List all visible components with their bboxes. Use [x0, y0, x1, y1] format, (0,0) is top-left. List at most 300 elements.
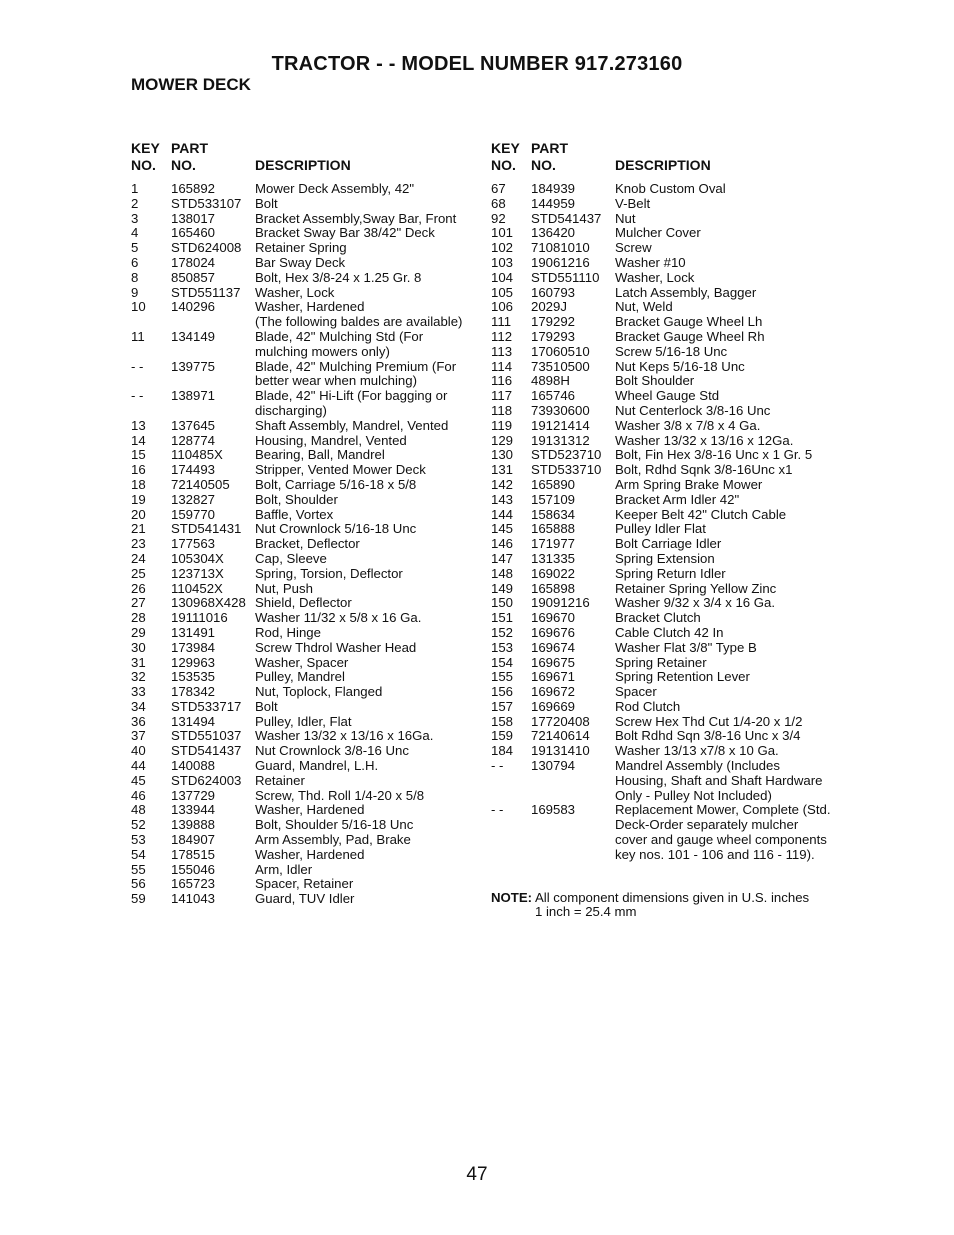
key-no: 23 [131, 536, 146, 552]
header-part: PART [171, 140, 209, 156]
key-no: 54 [131, 846, 146, 862]
part-no: 73930600 [531, 402, 590, 418]
description: Washer Flat 3/8" Type B [615, 639, 757, 655]
key-no: 19 [131, 491, 146, 507]
part-no: 140088 [171, 758, 216, 774]
header-part: PART [531, 140, 569, 156]
key-no: 102 [491, 240, 514, 256]
header-key-no: NO. [491, 157, 516, 173]
key-no: 52 [131, 817, 146, 833]
table-row [491, 685, 831, 700]
part-no: 158634 [531, 506, 576, 522]
part-no: 850857 [171, 269, 216, 285]
description: Bolt, Carriage 5/16-18 x 5/8 [255, 476, 417, 492]
part-no: STD551110 [531, 269, 600, 285]
table-row [491, 582, 831, 597]
key-no: 26 [131, 580, 146, 596]
key-no: 153 [491, 639, 514, 655]
part-no: 128774 [171, 432, 216, 448]
key-no: 118 [491, 402, 513, 418]
key-no: 152 [491, 624, 514, 640]
description: Bracket Sway Bar 38/42" Deck [255, 225, 435, 241]
key-no: 59 [131, 891, 146, 907]
part-no: 178515 [171, 846, 216, 862]
description: Shield, Deflector [255, 595, 352, 611]
part-no: 139888 [171, 817, 216, 833]
part-no: 137729 [171, 787, 216, 803]
part-no: 174493 [171, 462, 216, 478]
key-no: 105 [491, 284, 514, 300]
table-row [131, 833, 476, 848]
parts-list-right [491, 140, 831, 920]
description: Spacer, Retainer [255, 876, 354, 892]
description: Mandrel Assembly (Includes Housing, Shaft and Shaft Hardware Only - Pulley Not Included) [615, 758, 823, 803]
key-no: 145 [491, 521, 514, 537]
part-no: 184907 [171, 832, 216, 848]
page-title: TRACTOR - - MODEL NUMBER 917.273160 [271, 53, 683, 75]
description: Bracket Assembly,Sway Bar, Front [255, 210, 457, 226]
header-part-no: NO. [171, 157, 196, 173]
part-no: 17720408 [531, 713, 590, 729]
part-no: 131494 [171, 713, 216, 729]
table-row [491, 744, 831, 759]
part-no: STD533107 [171, 195, 242, 211]
key-no: 158 [491, 713, 514, 729]
table-row [131, 744, 476, 759]
part-no: 153535 [171, 669, 216, 685]
part-no: 110485X [171, 447, 223, 463]
header-part-no: NO. [531, 157, 556, 173]
table-row [131, 729, 476, 744]
description: Washer, Hardened [255, 802, 365, 818]
table-row [131, 256, 476, 271]
key-no: 36 [131, 713, 146, 729]
table-row [131, 463, 476, 478]
part-no: 169674 [531, 639, 576, 655]
description: Screw Thdrol Washer Head [255, 639, 417, 655]
section-title: MOWER DECK [131, 75, 251, 94]
table-row [491, 182, 831, 197]
key-no: 45 [131, 772, 146, 788]
description: Shaft Assembly, Mandrel, Vented [255, 417, 449, 433]
part-no: 169670 [531, 610, 576, 626]
table-row [131, 789, 476, 804]
description: Washer, Hardened [255, 299, 365, 315]
part-no: 177563 [171, 536, 216, 552]
part-no: 169669 [531, 698, 576, 714]
table-row [491, 241, 831, 256]
table-row [491, 345, 831, 360]
table-row [491, 315, 831, 330]
note-conversion: 1 inch = 25.4 mm [535, 904, 637, 920]
description: Spring Retainer [615, 654, 707, 670]
column-headers [131, 140, 476, 176]
key-no: 112 [491, 328, 513, 344]
key-no: 4 [131, 225, 139, 241]
description: Screw 5/16-18 Unc [615, 343, 728, 359]
table-row [491, 567, 831, 582]
table-row [131, 241, 476, 256]
description: Spring Extension [615, 550, 715, 566]
key-no: 25 [131, 565, 146, 581]
table-row [491, 448, 831, 463]
table-row [491, 656, 831, 671]
key-no: 13 [131, 417, 146, 433]
header-description: DESCRIPTION [615, 157, 711, 173]
part-no: STD551137 [171, 284, 241, 300]
description: Bolt, Rdhd Sqnk 3/8-16Unc x1 [615, 462, 793, 478]
part-no: STD541437 [171, 743, 242, 759]
header-key: KEY [131, 140, 160, 156]
key-no: 5 [131, 240, 139, 256]
part-no: 132827 [171, 491, 216, 507]
description: Bolt Carriage Idler [615, 536, 722, 552]
key-no: 21 [131, 521, 146, 537]
key-no: - - [131, 358, 144, 374]
description: Retainer Spring [255, 240, 347, 256]
table-row [491, 493, 831, 508]
table-row [131, 508, 476, 523]
description: Washer, Lock [615, 269, 695, 285]
part-no: 169583 [531, 802, 576, 818]
header-key: KEY [491, 140, 520, 156]
description: Bracket Gauge Wheel Rh [615, 328, 765, 344]
part-no: 138017 [171, 210, 216, 226]
table-row [131, 300, 476, 315]
part-no: 131491 [171, 624, 216, 640]
key-no: 106 [491, 299, 514, 315]
part-no: 136420 [531, 225, 576, 241]
table-row [131, 626, 476, 641]
key-no: 67 [491, 181, 506, 196]
table-row [131, 522, 476, 537]
description: Spacer [615, 684, 657, 700]
description: Blade, 42" Hi-Lift (For bagging or discharging) [255, 388, 448, 418]
key-no: 101 [491, 225, 514, 241]
key-no: 129 [491, 432, 514, 448]
table-row [131, 818, 476, 833]
part-no: 105304X [171, 550, 224, 566]
table-row [491, 374, 831, 389]
part-no: 71081010 [531, 240, 590, 256]
description: Pulley, Idler, Flat [255, 713, 352, 729]
table-row [491, 729, 831, 744]
part-no: 137645 [171, 417, 216, 433]
key-no: 15 [131, 447, 146, 463]
column-headers [491, 140, 831, 176]
note-text: All component dimensions given in U.S. inches [532, 889, 810, 905]
key-no: 131 [491, 462, 514, 478]
description: Housing, Mandrel, Vented [255, 432, 407, 448]
key-no: 31 [131, 654, 146, 670]
part-no: 19061216 [531, 254, 590, 270]
description: Rod Clutch [615, 698, 681, 714]
description: Bracket Arm Idler 42" [615, 491, 740, 507]
key-no: 48 [131, 802, 146, 818]
description: Cap, Sleeve [255, 550, 327, 566]
key-no: 8 [131, 269, 139, 285]
key-no: 46 [131, 787, 146, 803]
key-no: 157 [491, 698, 514, 714]
part-no: STD523710 [531, 447, 602, 463]
description: Washer 3/8 x 7/8 x 4 Ga. [615, 417, 761, 433]
table-row [131, 552, 476, 567]
key-no: 53 [131, 832, 146, 848]
description: V-Belt [615, 195, 651, 211]
key-no: 24 [131, 550, 146, 566]
key-no: 92 [491, 210, 506, 226]
table-row [131, 197, 476, 212]
part-no: 178342 [171, 684, 216, 700]
table-row [491, 212, 831, 227]
part-no: 165898 [531, 580, 576, 596]
table-row [491, 537, 831, 552]
table-row [491, 286, 831, 301]
description: Screw, Thd. Roll 1/4-20 x 5/8 [255, 787, 425, 803]
description: Arm, Idler [255, 861, 313, 877]
part-no: 134149 [171, 328, 216, 344]
description: Nut, Toplock, Flanged [255, 684, 383, 700]
key-no: 56 [131, 876, 146, 892]
description: Nut [615, 210, 636, 226]
key-no: 117 [491, 388, 513, 404]
table-row [491, 300, 831, 315]
key-no: 40 [131, 743, 146, 759]
description: Guard, Mandrel, L.H. [255, 758, 379, 774]
part-no: 2029J [531, 299, 567, 315]
key-no: 144 [491, 506, 514, 522]
table-row [131, 803, 476, 818]
key-no: 111 [491, 314, 512, 330]
description: Mulcher Cover [615, 225, 701, 241]
description: Cable Clutch 42 In [615, 624, 724, 640]
key-no: 119 [491, 417, 513, 433]
table-row [491, 256, 831, 271]
description: Bracket Gauge Wheel Lh [615, 314, 763, 330]
table-row [131, 360, 476, 390]
key-no: 151 [491, 610, 514, 626]
description: Bolt, Shoulder [255, 491, 338, 507]
table-row [491, 434, 831, 449]
table-row [491, 389, 831, 404]
table-row [491, 404, 831, 419]
key-no: 10 [131, 299, 146, 315]
part-no: 179292 [531, 314, 576, 330]
key-no: 2 [131, 195, 139, 211]
part-no: 19121414 [531, 417, 590, 433]
table-row [131, 434, 476, 449]
part-no: 165892 [171, 181, 216, 196]
table-row [491, 611, 831, 626]
part-no: 4898H [531, 373, 570, 389]
part-no: 173984 [171, 639, 216, 655]
table-row [131, 315, 476, 330]
table-row [131, 759, 476, 774]
part-no: STD533710 [531, 462, 602, 478]
page-number: 47 [466, 1164, 488, 1185]
key-no: 184 [491, 743, 514, 759]
part-no: 169671 [531, 669, 576, 685]
description: Wheel Gauge Std [615, 388, 720, 404]
description: (The following baldes are available) [255, 314, 463, 330]
description: Retainer [255, 772, 305, 788]
note-label: NOTE: [491, 889, 533, 905]
table-row [131, 877, 476, 892]
description: Washer #10 [615, 254, 686, 270]
part-no: 133944 [171, 802, 216, 818]
part-no: 131335 [531, 550, 576, 566]
description: Mower Deck Assembly, 42" [255, 181, 415, 196]
description: Washer 9/32 x 3/4 x 16 Ga. [615, 595, 776, 611]
description: Baffle, Vortex [255, 506, 334, 522]
table-row [131, 582, 476, 597]
dimension-note [491, 891, 831, 921]
description: Bolt, Hex 3/8-24 x 1.25 Gr. 8 [255, 269, 422, 285]
key-no: 142 [491, 476, 514, 492]
description: Washer, Hardened [255, 846, 365, 862]
description: Bolt [255, 195, 278, 211]
table-row [491, 641, 831, 656]
table-row [131, 330, 476, 360]
key-no: 116 [491, 373, 513, 389]
key-no: 147 [491, 550, 514, 566]
table-row [131, 448, 476, 463]
table-row [491, 330, 831, 345]
description: Knob Custom Oval [615, 181, 726, 196]
description: Nut Centerlock 3/8-16 Unc [615, 402, 771, 418]
table-row [491, 271, 831, 286]
header-description: DESCRIPTION [255, 157, 351, 173]
part-no: STD533717 [171, 698, 242, 714]
key-no: 155 [491, 669, 514, 685]
description: Bracket, Deflector [255, 536, 360, 552]
table-row [131, 848, 476, 863]
part-no: 169022 [531, 565, 576, 581]
table-row [131, 715, 476, 730]
description: Rod, Hinge [255, 624, 321, 640]
part-no: 141043 [171, 891, 216, 907]
key-no: - - [491, 802, 504, 818]
table-row [131, 419, 476, 434]
key-no: 6 [131, 254, 139, 270]
part-no: 159770 [171, 506, 216, 522]
table-row [491, 670, 831, 685]
key-no: 113 [491, 343, 513, 359]
key-no: 55 [131, 861, 146, 877]
key-no: 29 [131, 624, 146, 640]
table-row [491, 360, 831, 375]
table-row [491, 478, 831, 493]
key-no: 1 [131, 181, 139, 196]
part-no: 140296 [171, 299, 216, 315]
table-row [491, 197, 831, 212]
part-no: STD624003 [171, 772, 242, 788]
part-no: 155046 [171, 861, 216, 877]
table-row [131, 596, 476, 611]
key-no: 103 [491, 254, 514, 270]
part-no: 72140505 [171, 476, 230, 492]
description: Blade, 42" Mulching Premium (For better wear when mulching) [255, 358, 457, 389]
table-row [131, 685, 476, 700]
key-no: 130 [491, 447, 514, 463]
table-row [491, 552, 831, 567]
table-row [131, 656, 476, 671]
description: Nut Crownlock 5/16-18 Unc [255, 521, 417, 537]
key-no: 11 [131, 328, 145, 344]
description: Spring Return Idler [615, 565, 726, 581]
part-no: 184939 [531, 181, 576, 196]
key-no: 16 [131, 462, 146, 478]
description: Nut Keps 5/16-18 Unc [615, 358, 745, 374]
part-no: STD551037 [171, 728, 242, 744]
part-no: 19111016 [171, 610, 228, 626]
key-no: 20 [131, 506, 146, 522]
part-no: 171977 [531, 536, 576, 552]
key-no: 32 [131, 669, 146, 685]
part-no: 19131410 [531, 743, 590, 759]
table-row [131, 892, 476, 907]
part-no: 165746 [531, 388, 576, 404]
key-no: 148 [491, 565, 514, 581]
description: Bolt, Fin Hex 3/8-16 Unc x 1 Gr. 5 [615, 447, 813, 463]
key-no: 3 [131, 210, 139, 226]
key-no [131, 315, 171, 330]
table-row [131, 537, 476, 552]
key-no: 68 [491, 195, 506, 211]
description: Bolt Rdhd Sqn 3/8-16 Unc x 3/4 [615, 728, 801, 744]
part-no: 19131312 [531, 432, 590, 448]
table-row [491, 626, 831, 641]
key-no: 34 [131, 698, 146, 714]
part-no [171, 315, 255, 330]
table-row [131, 641, 476, 656]
table-row [131, 774, 476, 789]
part-no: 179293 [531, 328, 576, 344]
description: Washer, Spacer [255, 654, 349, 670]
description: Washer 13/13 x7/8 x 10 Ga. [615, 743, 779, 759]
description: Nut Crownlock 3/8-16 Unc [255, 743, 409, 759]
parts-rows-left [131, 182, 476, 907]
table-row [131, 611, 476, 626]
description: Pulley Idler Flat [615, 521, 706, 537]
part-no: 169672 [531, 684, 576, 700]
table-row [131, 670, 476, 685]
description: Washer, Lock [255, 284, 335, 300]
table-row [131, 863, 476, 878]
part-no: 129963 [171, 654, 216, 670]
key-no: - - [491, 758, 504, 774]
table-row [491, 759, 831, 803]
table-row [491, 226, 831, 241]
table-row [491, 419, 831, 434]
description: Screw [615, 240, 652, 256]
table-row [131, 478, 476, 493]
part-no: 73510500 [531, 358, 590, 374]
description: Pulley, Mandrel [255, 669, 345, 685]
key-no: 30 [131, 639, 146, 655]
key-no: 146 [491, 536, 514, 552]
part-no: 178024 [171, 254, 216, 270]
key-no: 28 [131, 610, 146, 626]
description: Nut, Push [255, 580, 313, 596]
description: Bolt, Shoulder 5/16-18 Unc [255, 817, 414, 833]
description: Spring Retention Lever [615, 669, 750, 685]
description: Washer 13/32 x 13/16 x 16Ga. [255, 728, 434, 744]
table-row [491, 522, 831, 537]
part-no: 138971 [171, 388, 216, 404]
key-no: 18 [131, 476, 146, 492]
table-row [491, 803, 831, 862]
